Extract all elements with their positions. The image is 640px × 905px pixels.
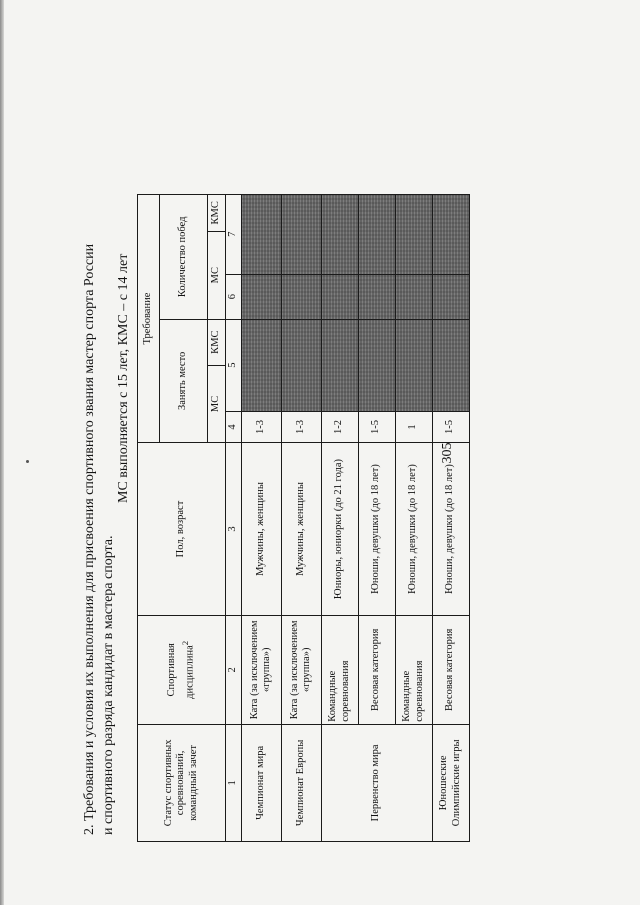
gender-cell: Юноши, девушки (до 18 лет) (395, 443, 432, 616)
table-row (241, 195, 281, 842)
col-number-5: 5 (226, 319, 242, 411)
heading-line-2: и спортивного разряда кандидат в мастера спорта. (101, 535, 116, 835)
wins-kms-cell (241, 195, 281, 275)
col-number-6: 6 (226, 274, 242, 319)
wins-ms-cell (395, 274, 432, 319)
place-ms-cell: 1-3 (241, 411, 281, 442)
place-ms-cell: 1-2 (321, 411, 358, 442)
col-number-1: 1 (226, 724, 242, 841)
place-kms-cell (432, 319, 469, 411)
gender-cell: Мужчины, женщины (281, 443, 321, 616)
table-row (432, 195, 469, 842)
gender-cell: Юниоры, юниорки (до 21 года) (321, 443, 358, 616)
gender-cell: Юноши, девушки (до 18 лет) (358, 443, 395, 616)
place-ms-cell: 1-5 (358, 411, 395, 442)
header-status-text: Статус спортивных соревнований, командный зачет (162, 739, 199, 827)
gender-cell: Мужчины, женщины (241, 443, 281, 616)
status-cell: Юношеские Олимпийские игры (432, 724, 469, 841)
header-discipline (138, 615, 226, 724)
wins-ms-cell (358, 274, 395, 319)
wins-kms-cell (395, 195, 432, 275)
header-wins: Количество побед (160, 195, 208, 320)
place-ms-cell: 1-3 (281, 411, 321, 442)
place-kms-cell (395, 319, 432, 411)
discipline-cell: Командные соревнования (395, 615, 432, 724)
discipline-cell: Весовая категория (432, 615, 469, 724)
header-requirement: Требование (138, 195, 160, 443)
header-place-ms: МС (208, 365, 226, 442)
col-number-3: 3 (226, 443, 242, 616)
wins-ms-cell (281, 274, 321, 319)
age-note: МС выполняется с 15 лет, КМС – с 14 лет (116, 253, 131, 503)
place-kms-cell (241, 319, 281, 411)
wins-kms-cell (281, 195, 321, 275)
header-status (138, 724, 226, 841)
place-kms-cell (358, 319, 395, 411)
gender-cell: Юноши, девушки (до 18 лет) (432, 443, 469, 616)
header-place-kms: КМС (208, 319, 226, 365)
header-place: Занять место (160, 319, 208, 443)
place-kms-cell (321, 319, 358, 411)
header-gender-age (138, 443, 226, 616)
place-ms-cell: 1 (395, 411, 432, 442)
wins-ms-cell (432, 274, 469, 319)
section-heading (80, 185, 118, 835)
discipline-cell: Весовая категория (358, 615, 395, 724)
header-wins-ms: МС (208, 231, 226, 319)
discipline-cell: Ката (за исключением «группа») (241, 615, 281, 724)
discipline-cell: Командные соревнования (321, 615, 358, 724)
requirements-table (137, 194, 470, 842)
wins-kms-cell (321, 195, 358, 275)
header-wins-kms: КМС (208, 195, 226, 232)
status-cell: Первенство мира (321, 724, 432, 841)
header-discipline-footnote: 2 (179, 640, 190, 646)
discipline-cell: Ката (за исключением «группа») (281, 615, 321, 724)
col-number-4: 4 (226, 411, 242, 442)
wins-kms-cell (432, 195, 469, 275)
header-discipline-text: Спортивная дисциплина (166, 643, 196, 699)
table-row (281, 195, 321, 842)
col-number-7: 7 (226, 195, 242, 275)
header-gender-age-text: Пол, возраст (175, 500, 187, 558)
place-ms-cell: 1-5 (432, 411, 469, 442)
page-number: 305 (440, 442, 455, 464)
wins-ms-cell (241, 274, 281, 319)
wins-kms-cell (358, 195, 395, 275)
wins-ms-cell (321, 274, 358, 319)
table-row (321, 195, 358, 842)
status-cell: Чемпионат мира (241, 724, 281, 841)
col-number-2: 2 (226, 615, 242, 724)
place-kms-cell (281, 319, 321, 411)
status-cell: Чемпионат Европы (281, 724, 321, 841)
heading-line-1: 2. Требования и условия их выполнения для присвоения спортивного звания мастер спорта России (82, 243, 97, 835)
